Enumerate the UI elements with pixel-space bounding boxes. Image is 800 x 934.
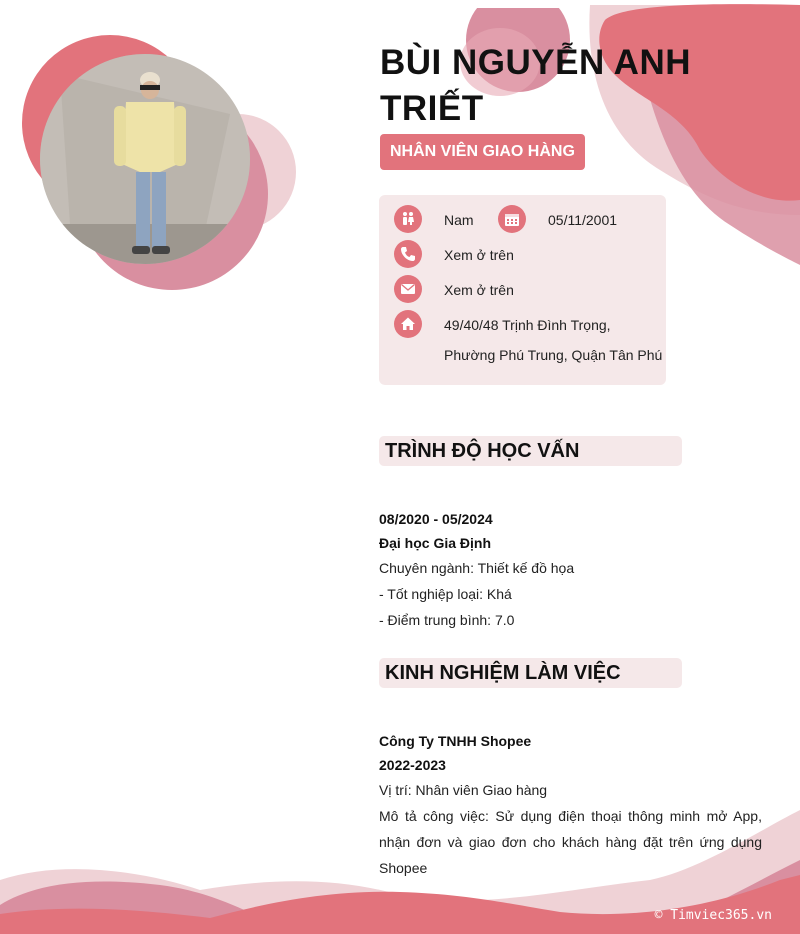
avatar-photo [40,54,250,264]
footer-copyright: © Timviec365.vn [654,908,772,923]
phone-value: Xem ở trên [444,247,514,263]
address-line-1: 49/40/48 Trịnh Đình Trọng, [444,317,611,333]
education-rank: - Tốt nghiệp loại: Khá [379,586,512,602]
experience-company: Công Ty TNHH Shopee [379,733,532,749]
experience-period: 2022-2023 [379,757,446,773]
contact-info-box [379,195,666,385]
address-line-2: Phường Phú Trung, Quận Tân Phú [444,347,663,363]
gender-icon [394,205,422,233]
mail-icon [394,275,422,303]
education-gpa: - Điểm trung bình: 7.0 [379,612,515,628]
phone-icon [394,240,422,268]
education-period: 08/2020 - 05/2024 [379,511,493,527]
email-value: Xem ở trên [444,282,514,298]
experience-section-title: KINH NGHIỆM LÀM VIỆC [379,658,682,688]
gender-value: Nam [444,212,474,228]
calendar-icon [498,205,526,233]
experience-description: Mô tả công việc: Sử dụng điện thoại thông minh mở App, nhận đơn và giao đơn cho khách hàng đặt trên ứng dụng Shopee [379,808,762,876]
education-major: Chuyên ngành: Thiết kế đồ họa [379,560,575,576]
candidate-name: BÙI NGUYỄN ANH TRIẾT [380,43,691,128]
birthday-value: 05/11/2001 [548,212,618,228]
education-school: Đại học Gia Định [379,535,492,551]
education-section-title: TRÌNH ĐỘ HỌC VẤN [379,436,682,466]
job-title-badge: NHÂN VIÊN GIAO HÀNG [380,134,585,170]
home-icon [394,310,422,338]
experience-position: Vị trí: Nhân viên Giao hàng [379,782,548,798]
